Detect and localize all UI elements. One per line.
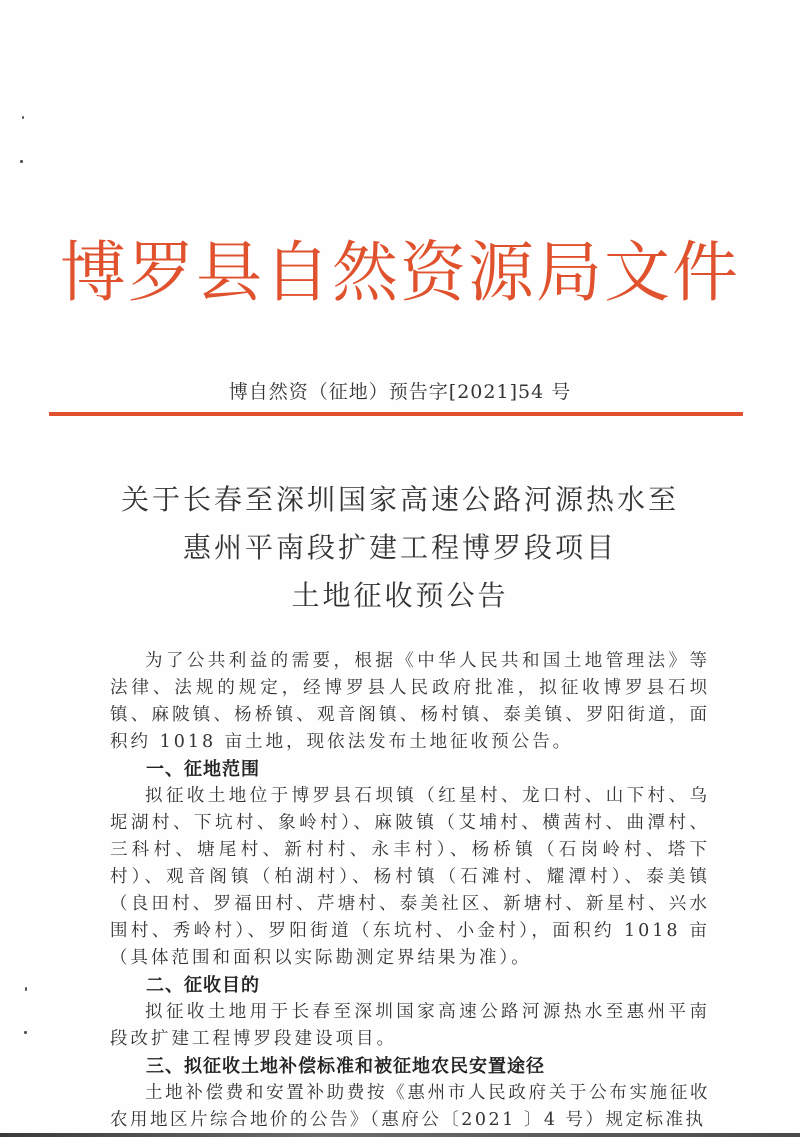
section-text-scope: 拟征收土地位于博罗县石坝镇（红星村、龙口村、山下村、乌坭湖村、下坑村、象岭村）、麻陂镇（艾埔村、横茜村、曲潭村、三科村、塘尾村、新村村、永丰村）、杨桥镇（石岗岭村、塔下村）、观音阁镇（柏湖村）、杨村镇（石滩村、耀潭村）、泰美镇（良田村、罗福田村、芹塘村、泰美社区、新塘村、新星村、兴水围村、秀岭村）、罗阳街道（东坑村、小金村），面积约 1018 亩（具体范围和面积以实际勘测定界结果为准）。 xyxy=(110,786,710,968)
section-text-compensation: 土地补偿费和安置补助费按《惠州市人民政府关于公布实施征收农用地区片综合地价的公告》（惠府公〔2021 〕4 号）规定标准执 xyxy=(110,1083,710,1130)
title-line-1: 关于长春至深圳国家高速公路河源热水至 xyxy=(120,483,679,516)
notice-body xyxy=(110,648,710,1134)
title-line-3: 土地征收预公告 xyxy=(291,579,509,612)
document-number: 博自然资（征地）预告字[2021]54 号 xyxy=(228,381,572,403)
scan-speck xyxy=(22,116,24,119)
section-text-purpose: 拟征收土地用于长春至深圳国家高速公路河源热水至惠州平南段改扩建工程博罗段建设项目。 xyxy=(110,1002,710,1049)
red-divider-line xyxy=(49,412,743,416)
masthead-title: 博罗县自然资源局文件 xyxy=(60,234,740,311)
section-heading-purpose: 二、征收目的 xyxy=(146,975,260,996)
scan-speck xyxy=(20,160,23,163)
scan-speck xyxy=(25,987,27,991)
notice-title xyxy=(0,476,800,620)
intro-paragraph: 为了公共利益的需要，根据《中华人民共和国土地管理法》等 法律、法规的规定，经博罗县人民政府批准，拟征收博罗县石坝镇、麻陂镇、杨桥镇、观音阁镇、杨村镇、泰美镇、罗阳街道，面积约 1018 亩土地，现依法发布土地征收预公告。 xyxy=(110,651,710,752)
scan-speck xyxy=(24,1031,27,1034)
title-line-2: 惠州平南段扩建工程博罗段项目 xyxy=(182,531,617,564)
section-heading-scope: 一、征地范围 xyxy=(146,759,260,780)
scan-bottom-edge xyxy=(0,1133,800,1137)
section-heading-compensation: 三、拟征收土地补偿标准和被征地农民安置途径 xyxy=(146,1056,545,1077)
